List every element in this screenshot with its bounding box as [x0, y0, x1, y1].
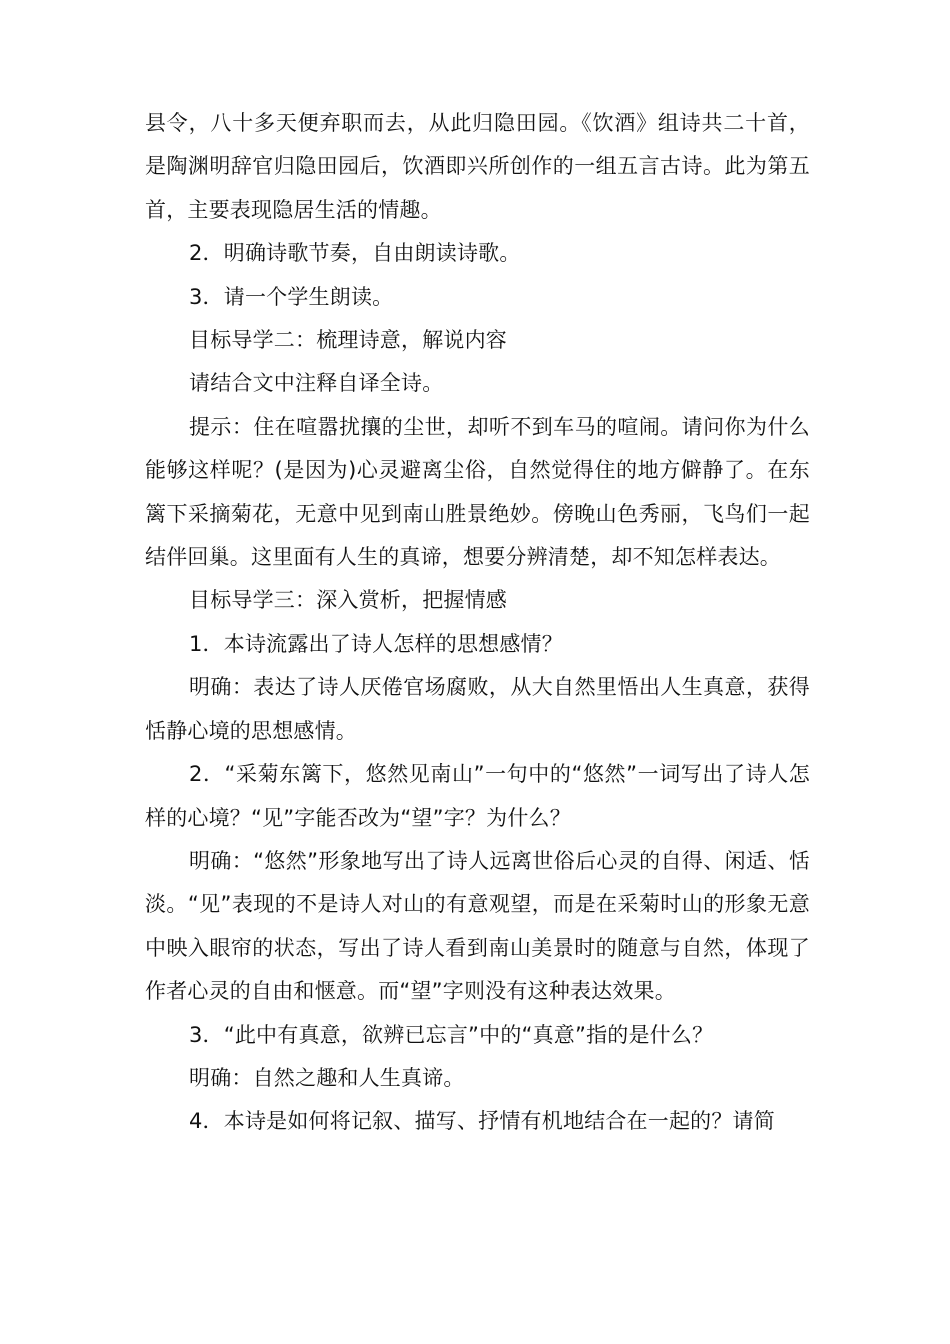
- question-4: 4．本诗是如何将记叙、描写、抒情有机地结合在一起的？请简: [189, 1109, 775, 1134]
- question-2: 2．“采菊东篱下，悠然见南山”一句中的“悠然”一词写出了诗人怎样的心境？“见”字能否改为“望”字？为什么？: [145, 762, 810, 830]
- answer-2: 明确：“悠然”形象地写出了诗人远离世俗后心灵的自得、闲适、恬淡。“见”表现的不是诗人对山的有意观望，而是在采菊时山的形象无意中映入眼帘的状态，写出了诗人看到南山美景时的随意与自然，体现了作者心灵的自由和惬意。而“望”字则没有这种表达效果。: [145, 848, 810, 1004]
- answer-3: 明确：自然之趣和人生真谛。: [189, 1065, 465, 1090]
- paragraph-translate-instruction: 请结合文中注释自译全诗。: [189, 371, 444, 396]
- answer-1: 明确：表达了诗人厌倦官场腐败，从大自然里悟出人生真意，获得恬静心境的思想感情。: [145, 675, 810, 743]
- paragraph-hint-translation: 提示：住在喧嚣扰攘的尘世，却听不到车马的喧闹。请问你为什么能够这样呢？(是因为)心灵避离尘俗，自然觉得住的地方僻静了。在东篱下采摘菊花，无意中见到南山胜景绝妙。傍晚山色秀丽，飞鸟们一起结伴回巢。这里面有人生的真谛，想要分辨清楚，却不知怎样表达。: [145, 414, 810, 570]
- section-heading-goal-2: 目标导学二：梳理诗意，解说内容: [189, 328, 507, 353]
- section-heading-goal-3: 目标导学三：深入赏析，把握情感: [189, 588, 507, 613]
- paragraph-intro-background: 县令，八十多天便弃职而去，从此归隐田园。《饮酒》组诗共二十首，是陶渊明辞官归隐田园后，饮酒即兴所创作的一组五言古诗。此为第五首，主要表现隐居生活的情趣。: [145, 111, 810, 222]
- paragraph-step-3-reading: 3．请一个学生朗读。: [189, 284, 394, 309]
- paragraph-step-2-rhythm: 2．明确诗歌节奏，自由朗读诗歌。: [189, 241, 521, 266]
- document-body: [145, 102, 810, 1144]
- question-1: 1．本诗流露出了诗人怎样的思想感情？: [189, 631, 563, 656]
- question-3: 3．“此中有真意，欲辨已忘言”中的“真意”指的是什么？: [189, 1022, 714, 1047]
